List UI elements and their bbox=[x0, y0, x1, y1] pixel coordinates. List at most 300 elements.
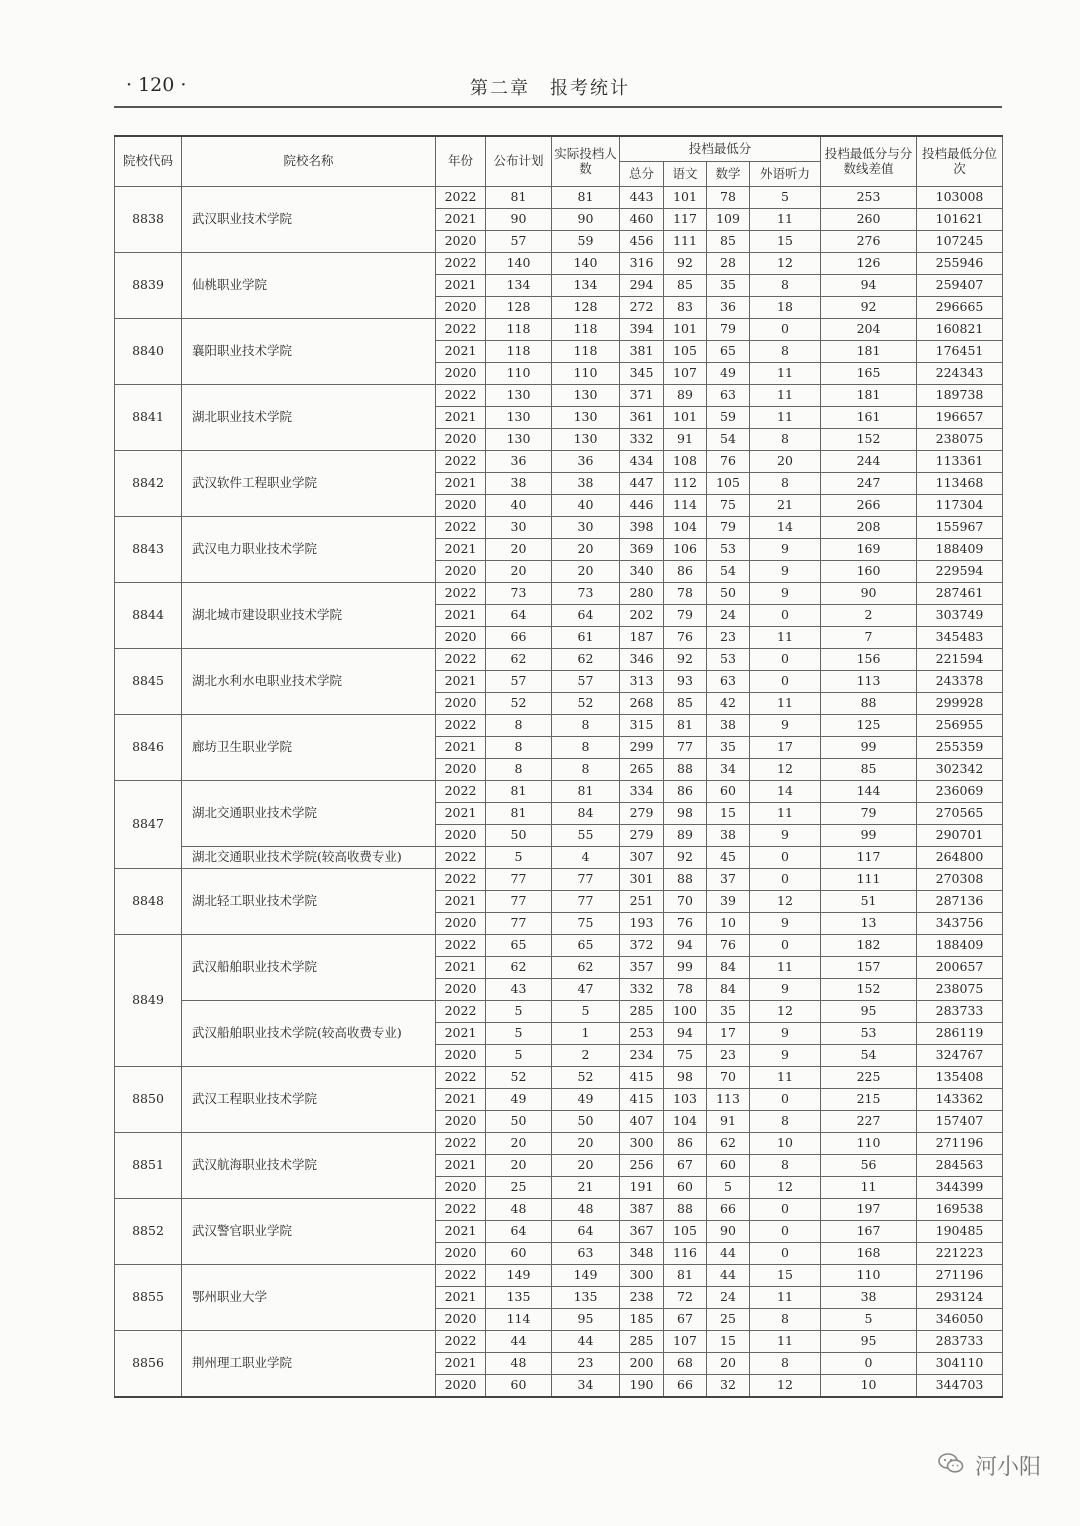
data-cell: 17 bbox=[750, 737, 821, 759]
data-cell: 105 bbox=[664, 1221, 707, 1243]
data-cell: 11 bbox=[821, 1177, 917, 1199]
data-cell: 79 bbox=[664, 605, 707, 627]
data-cell: 92 bbox=[664, 847, 707, 869]
data-cell: 2022 bbox=[436, 935, 486, 957]
data-cell: 107 bbox=[664, 363, 707, 385]
data-cell: 8 bbox=[486, 759, 552, 781]
data-cell: 2022 bbox=[436, 1133, 486, 1155]
data-cell: 2020 bbox=[436, 1045, 486, 1067]
school-code-cell: 8845 bbox=[115, 649, 182, 715]
data-cell: 52 bbox=[486, 1067, 552, 1089]
data-cell: 238075 bbox=[917, 979, 1003, 1001]
data-cell: 36 bbox=[707, 297, 750, 319]
data-cell: 65 bbox=[707, 341, 750, 363]
data-cell: 8 bbox=[750, 275, 821, 297]
data-cell: 117304 bbox=[917, 495, 1003, 517]
data-cell: 65 bbox=[486, 935, 552, 957]
data-cell: 77 bbox=[486, 891, 552, 913]
data-cell: 52 bbox=[552, 693, 620, 715]
data-cell: 0 bbox=[750, 847, 821, 869]
table-row bbox=[115, 847, 1003, 869]
data-cell: 44 bbox=[707, 1265, 750, 1287]
data-cell: 20 bbox=[552, 1155, 620, 1177]
data-cell: 200 bbox=[620, 1353, 664, 1375]
data-cell: 0 bbox=[750, 1199, 821, 1221]
data-cell: 104 bbox=[664, 517, 707, 539]
data-cell: 225 bbox=[821, 1067, 917, 1089]
data-cell: 28 bbox=[707, 253, 750, 275]
data-cell: 113 bbox=[707, 1089, 750, 1111]
data-cell: 460 bbox=[620, 209, 664, 231]
header-rule bbox=[114, 106, 1002, 108]
data-cell: 348 bbox=[620, 1243, 664, 1265]
data-cell: 94 bbox=[821, 275, 917, 297]
data-cell: 0 bbox=[821, 1353, 917, 1375]
data-cell: 36 bbox=[552, 451, 620, 473]
data-cell: 0 bbox=[750, 319, 821, 341]
data-cell: 188409 bbox=[917, 539, 1003, 561]
data-cell: 75 bbox=[707, 495, 750, 517]
school-name-cell: 湖北轻工职业技术学院 bbox=[182, 869, 436, 935]
data-cell: 117 bbox=[664, 209, 707, 231]
data-cell: 143362 bbox=[917, 1089, 1003, 1111]
school-name-cell: 廊坊卫生职业学院 bbox=[182, 715, 436, 781]
data-cell: 8 bbox=[552, 759, 620, 781]
data-cell: 75 bbox=[664, 1045, 707, 1067]
data-cell: 11 bbox=[750, 803, 821, 825]
data-cell: 49 bbox=[486, 1089, 552, 1111]
col-header-diff: 投档最低分与分数线差值 bbox=[821, 136, 917, 187]
data-cell: 303749 bbox=[917, 605, 1003, 627]
data-cell: 344399 bbox=[917, 1177, 1003, 1199]
data-cell: 197 bbox=[821, 1199, 917, 1221]
data-cell: 110 bbox=[486, 363, 552, 385]
table-row bbox=[115, 1067, 1003, 1089]
data-cell: 43 bbox=[486, 979, 552, 1001]
data-cell: 70 bbox=[664, 891, 707, 913]
data-cell: 167 bbox=[821, 1221, 917, 1243]
school-code-cell: 8852 bbox=[115, 1199, 182, 1265]
data-cell: 5 bbox=[707, 1177, 750, 1199]
data-cell: 38 bbox=[707, 715, 750, 737]
data-cell: 134 bbox=[552, 275, 620, 297]
data-cell: 103008 bbox=[917, 187, 1003, 209]
data-cell: 140 bbox=[552, 253, 620, 275]
school-name-cell: 武汉工程职业技术学院 bbox=[182, 1067, 436, 1133]
data-cell: 2020 bbox=[436, 1243, 486, 1265]
data-cell: 92 bbox=[664, 253, 707, 275]
data-cell: 253 bbox=[821, 187, 917, 209]
chapter-title: 第二章 报考统计 bbox=[470, 78, 630, 99]
school-code-cell: 8841 bbox=[115, 385, 182, 451]
data-cell: 2022 bbox=[436, 1199, 486, 1221]
data-cell: 48 bbox=[486, 1199, 552, 1221]
data-cell: 61 bbox=[552, 627, 620, 649]
data-cell: 91 bbox=[664, 429, 707, 451]
data-cell: 30 bbox=[486, 517, 552, 539]
data-cell: 286119 bbox=[917, 1023, 1003, 1045]
data-cell: 8 bbox=[750, 1111, 821, 1133]
data-cell: 264800 bbox=[917, 847, 1003, 869]
data-cell: 196657 bbox=[917, 407, 1003, 429]
data-cell: 185 bbox=[620, 1309, 664, 1331]
data-cell: 407 bbox=[620, 1111, 664, 1133]
data-cell: 204 bbox=[821, 319, 917, 341]
data-cell: 2020 bbox=[436, 429, 486, 451]
data-cell: 95 bbox=[821, 1331, 917, 1353]
data-cell: 313 bbox=[620, 671, 664, 693]
data-cell: 54 bbox=[707, 561, 750, 583]
data-cell: 238075 bbox=[917, 429, 1003, 451]
data-cell: 187 bbox=[620, 627, 664, 649]
data-cell: 109 bbox=[707, 209, 750, 231]
data-cell: 270565 bbox=[917, 803, 1003, 825]
school-name-cell: 襄阳职业技术学院 bbox=[182, 319, 436, 385]
data-cell: 125 bbox=[821, 715, 917, 737]
data-cell: 299 bbox=[620, 737, 664, 759]
data-cell: 8 bbox=[552, 737, 620, 759]
data-cell: 113468 bbox=[917, 473, 1003, 495]
col-header-math: 数学 bbox=[707, 162, 750, 187]
school-code-cell: 8843 bbox=[115, 517, 182, 583]
data-cell: 107 bbox=[664, 1331, 707, 1353]
data-cell: 110 bbox=[552, 363, 620, 385]
data-cell: 2 bbox=[821, 605, 917, 627]
data-cell: 20 bbox=[750, 451, 821, 473]
data-cell: 38 bbox=[707, 825, 750, 847]
data-cell: 8 bbox=[552, 715, 620, 737]
footer-logo-text: 河小阳 bbox=[975, 1455, 1042, 1480]
data-cell: 265 bbox=[620, 759, 664, 781]
data-cell: 300 bbox=[620, 1133, 664, 1155]
data-cell: 63 bbox=[707, 385, 750, 407]
data-cell: 75 bbox=[552, 913, 620, 935]
data-cell: 20 bbox=[486, 1133, 552, 1155]
data-cell: 77 bbox=[664, 737, 707, 759]
data-cell: 8 bbox=[486, 737, 552, 759]
data-cell: 113361 bbox=[917, 451, 1003, 473]
data-cell: 11 bbox=[750, 957, 821, 979]
data-cell: 5 bbox=[821, 1309, 917, 1331]
data-cell: 24 bbox=[707, 605, 750, 627]
data-cell: 200657 bbox=[917, 957, 1003, 979]
school-code-cell: 8849 bbox=[115, 935, 182, 1067]
data-cell: 283733 bbox=[917, 1001, 1003, 1023]
data-cell: 2022 bbox=[436, 781, 486, 803]
data-cell: 65 bbox=[552, 935, 620, 957]
col-header-rank: 投档最低分位次 bbox=[917, 136, 1003, 187]
data-cell: 67 bbox=[664, 1309, 707, 1331]
data-cell: 34 bbox=[707, 759, 750, 781]
col-header-plan: 公布计划 bbox=[486, 136, 552, 187]
data-cell: 259407 bbox=[917, 275, 1003, 297]
data-cell: 105 bbox=[664, 341, 707, 363]
data-cell: 9 bbox=[750, 561, 821, 583]
col-header-actual: 实际投档人数 bbox=[552, 136, 620, 187]
data-cell: 37 bbox=[707, 869, 750, 891]
data-cell: 105 bbox=[707, 473, 750, 495]
data-cell: 188409 bbox=[917, 935, 1003, 957]
data-cell: 2021 bbox=[436, 1287, 486, 1309]
data-cell: 5 bbox=[486, 1045, 552, 1067]
data-cell: 77 bbox=[552, 891, 620, 913]
data-cell: 157 bbox=[821, 957, 917, 979]
data-cell: 94 bbox=[664, 935, 707, 957]
data-cell: 9 bbox=[750, 715, 821, 737]
data-cell: 2021 bbox=[436, 209, 486, 231]
data-cell: 5 bbox=[552, 1001, 620, 1023]
data-cell: 332 bbox=[620, 979, 664, 1001]
col-header-total: 总分 bbox=[620, 162, 664, 187]
table-row bbox=[115, 253, 1003, 275]
data-cell: 110 bbox=[821, 1265, 917, 1287]
data-cell: 81 bbox=[486, 803, 552, 825]
data-cell: 20 bbox=[552, 561, 620, 583]
data-cell: 85 bbox=[821, 759, 917, 781]
data-cell: 91 bbox=[707, 1111, 750, 1133]
data-cell: 101 bbox=[664, 187, 707, 209]
data-cell: 149 bbox=[486, 1265, 552, 1287]
data-cell: 38 bbox=[821, 1287, 917, 1309]
data-cell: 287461 bbox=[917, 583, 1003, 605]
data-cell: 53 bbox=[707, 539, 750, 561]
data-cell: 64 bbox=[552, 605, 620, 627]
school-code-cell: 8855 bbox=[115, 1265, 182, 1331]
data-cell: 285 bbox=[620, 1001, 664, 1023]
data-cell: 8 bbox=[750, 429, 821, 451]
data-cell: 304110 bbox=[917, 1353, 1003, 1375]
school-name-cell: 武汉警官职业学院 bbox=[182, 1199, 436, 1265]
col-header-chinese: 语文 bbox=[664, 162, 707, 187]
data-cell: 255946 bbox=[917, 253, 1003, 275]
data-cell: 8 bbox=[750, 1155, 821, 1177]
table-row bbox=[115, 781, 1003, 803]
data-cell: 23 bbox=[707, 1045, 750, 1067]
school-name-cell: 仙桃职业学院 bbox=[182, 253, 436, 319]
data-cell: 81 bbox=[552, 187, 620, 209]
data-cell: 2020 bbox=[436, 979, 486, 1001]
data-cell: 152 bbox=[821, 979, 917, 1001]
data-cell: 2022 bbox=[436, 1265, 486, 1287]
data-cell: 0 bbox=[750, 1243, 821, 1265]
table-row bbox=[115, 869, 1003, 891]
data-cell: 272 bbox=[620, 297, 664, 319]
data-cell: 11 bbox=[750, 209, 821, 231]
data-cell: 301 bbox=[620, 869, 664, 891]
school-code-cell: 8848 bbox=[115, 869, 182, 935]
data-cell: 8 bbox=[486, 715, 552, 737]
data-cell: 101 bbox=[664, 407, 707, 429]
data-cell: 35 bbox=[707, 1001, 750, 1023]
data-cell: 86 bbox=[664, 1133, 707, 1155]
data-cell: 434 bbox=[620, 451, 664, 473]
data-cell: 357 bbox=[620, 957, 664, 979]
data-cell: 84 bbox=[707, 979, 750, 1001]
data-cell: 99 bbox=[821, 737, 917, 759]
data-cell: 11 bbox=[750, 385, 821, 407]
school-code-cell: 8844 bbox=[115, 583, 182, 649]
data-cell: 299928 bbox=[917, 693, 1003, 715]
page-number: · 120 · bbox=[126, 74, 187, 96]
data-cell: 81 bbox=[552, 781, 620, 803]
data-cell: 2021 bbox=[436, 473, 486, 495]
footer-logo bbox=[938, 1450, 1044, 1490]
data-cell: 2021 bbox=[436, 957, 486, 979]
data-cell: 271196 bbox=[917, 1133, 1003, 1155]
data-cell: 64 bbox=[486, 1221, 552, 1243]
table-row bbox=[115, 583, 1003, 605]
school-name-cell: 湖北交通职业技术学院 bbox=[182, 781, 436, 847]
data-cell: 85 bbox=[664, 693, 707, 715]
data-cell: 106 bbox=[664, 539, 707, 561]
data-cell: 2022 bbox=[436, 1331, 486, 1353]
table-row bbox=[115, 715, 1003, 737]
data-cell: 54 bbox=[707, 429, 750, 451]
data-cell: 116 bbox=[664, 1243, 707, 1265]
data-cell: 98 bbox=[664, 1067, 707, 1089]
data-cell: 190 bbox=[620, 1375, 664, 1398]
school-code-cell: 8847 bbox=[115, 781, 182, 869]
data-cell: 9 bbox=[750, 583, 821, 605]
data-cell: 415 bbox=[620, 1067, 664, 1089]
data-cell: 367 bbox=[620, 1221, 664, 1243]
data-cell: 126 bbox=[821, 253, 917, 275]
data-cell: 8 bbox=[750, 473, 821, 495]
data-cell: 4 bbox=[552, 847, 620, 869]
data-cell: 76 bbox=[664, 627, 707, 649]
data-cell: 0 bbox=[750, 1221, 821, 1243]
data-cell: 130 bbox=[552, 429, 620, 451]
school-name-cell: 湖北交通职业技术学院(较高收费专业) bbox=[182, 847, 436, 869]
data-cell: 52 bbox=[486, 693, 552, 715]
data-cell: 56 bbox=[821, 1155, 917, 1177]
data-cell: 307 bbox=[620, 847, 664, 869]
data-cell: 118 bbox=[552, 319, 620, 341]
data-cell: 191 bbox=[620, 1177, 664, 1199]
data-cell: 95 bbox=[552, 1309, 620, 1331]
data-cell: 112 bbox=[664, 473, 707, 495]
data-cell: 316 bbox=[620, 253, 664, 275]
school-name-cell: 湖北城市建设职业技术学院 bbox=[182, 583, 436, 649]
data-cell: 78 bbox=[664, 979, 707, 1001]
data-cell: 72 bbox=[664, 1287, 707, 1309]
data-cell: 2022 bbox=[436, 649, 486, 671]
data-cell: 99 bbox=[664, 957, 707, 979]
school-name-cell: 武汉职业技术学院 bbox=[182, 187, 436, 253]
data-cell: 10 bbox=[750, 1133, 821, 1155]
data-cell: 14 bbox=[750, 781, 821, 803]
admission-table bbox=[114, 135, 1003, 1398]
data-cell: 40 bbox=[552, 495, 620, 517]
table-row bbox=[115, 1265, 1003, 1287]
data-cell: 90 bbox=[486, 209, 552, 231]
data-cell: 89 bbox=[664, 385, 707, 407]
data-cell: 12 bbox=[750, 1375, 821, 1398]
data-cell: 229594 bbox=[917, 561, 1003, 583]
data-cell: 47 bbox=[552, 979, 620, 1001]
data-cell: 13 bbox=[821, 913, 917, 935]
data-cell: 95 bbox=[821, 1001, 917, 1023]
data-cell: 285 bbox=[620, 1331, 664, 1353]
data-cell: 160 bbox=[821, 561, 917, 583]
data-cell: 324767 bbox=[917, 1045, 1003, 1067]
data-cell: 130 bbox=[552, 385, 620, 407]
data-cell: 11 bbox=[750, 693, 821, 715]
data-cell: 9 bbox=[750, 825, 821, 847]
data-cell: 12 bbox=[750, 1001, 821, 1023]
data-cell: 25 bbox=[486, 1177, 552, 1199]
data-cell: 88 bbox=[664, 869, 707, 891]
data-cell: 30 bbox=[552, 517, 620, 539]
data-cell: 93 bbox=[664, 671, 707, 693]
data-cell: 176451 bbox=[917, 341, 1003, 363]
data-cell: 2022 bbox=[436, 583, 486, 605]
data-cell: 48 bbox=[552, 1199, 620, 1221]
data-cell: 81 bbox=[486, 781, 552, 803]
data-cell: 0 bbox=[750, 649, 821, 671]
table-row bbox=[115, 451, 1003, 473]
data-cell: 49 bbox=[552, 1089, 620, 1111]
data-cell: 443 bbox=[620, 187, 664, 209]
data-cell: 118 bbox=[486, 341, 552, 363]
data-cell: 15 bbox=[750, 1265, 821, 1287]
data-cell: 52 bbox=[552, 1067, 620, 1089]
table-row bbox=[115, 319, 1003, 341]
data-cell: 20 bbox=[552, 539, 620, 561]
data-cell: 2021 bbox=[436, 341, 486, 363]
data-cell: 76 bbox=[707, 451, 750, 473]
data-cell: 12 bbox=[750, 891, 821, 913]
school-name-cell: 武汉船舶职业技术学院(较高收费专业) bbox=[182, 1001, 436, 1067]
data-cell: 0 bbox=[750, 1089, 821, 1111]
data-cell: 293124 bbox=[917, 1287, 1003, 1309]
data-cell: 53 bbox=[821, 1023, 917, 1045]
data-cell: 135408 bbox=[917, 1067, 1003, 1089]
data-cell: 2021 bbox=[436, 407, 486, 429]
data-cell: 2022 bbox=[436, 1001, 486, 1023]
data-cell: 346 bbox=[620, 649, 664, 671]
data-cell: 86 bbox=[664, 781, 707, 803]
data-cell: 73 bbox=[552, 583, 620, 605]
data-cell: 20 bbox=[486, 1155, 552, 1177]
data-cell: 111 bbox=[664, 231, 707, 253]
data-cell: 5 bbox=[750, 187, 821, 209]
table-row bbox=[115, 385, 1003, 407]
data-cell: 77 bbox=[486, 869, 552, 891]
data-cell: 343756 bbox=[917, 913, 1003, 935]
data-cell: 98 bbox=[664, 803, 707, 825]
col-header-min-score-group: 投档最低分 bbox=[620, 136, 821, 162]
school-code-cell: 8850 bbox=[115, 1067, 182, 1133]
data-cell: 169 bbox=[821, 539, 917, 561]
data-cell: 9 bbox=[750, 539, 821, 561]
data-cell: 2020 bbox=[436, 913, 486, 935]
data-cell: 2020 bbox=[436, 495, 486, 517]
data-cell: 45 bbox=[707, 847, 750, 869]
data-cell: 77 bbox=[486, 913, 552, 935]
data-cell: 447 bbox=[620, 473, 664, 495]
data-cell: 89 bbox=[664, 825, 707, 847]
data-cell: 2020 bbox=[436, 627, 486, 649]
table-row bbox=[115, 649, 1003, 671]
data-cell: 181 bbox=[821, 341, 917, 363]
data-cell: 130 bbox=[486, 385, 552, 407]
data-cell: 247 bbox=[821, 473, 917, 495]
data-cell: 9 bbox=[750, 913, 821, 935]
data-cell: 302342 bbox=[917, 759, 1003, 781]
school-code-cell: 8840 bbox=[115, 319, 182, 385]
data-cell: 415 bbox=[620, 1089, 664, 1111]
